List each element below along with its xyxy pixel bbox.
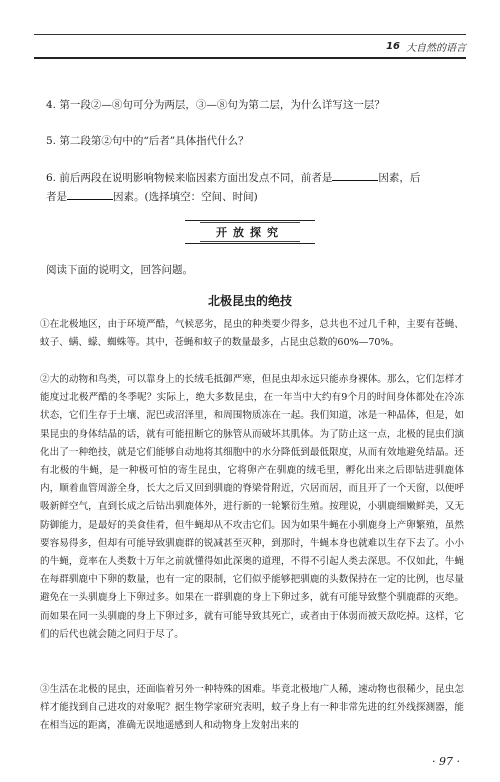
reading-instruction: 阅读下面的说明文，回答问题。 (46, 264, 193, 276)
article-paragraph-2: ②大的动物和鸟类，可以靠身上的长绒毛抵御严寒，但昆虫却永远只能赤身裸体。那么，它们怎样才能度过北极严酷的冬季呢？实际上，绝大多数昆虫，在一年当中大约有9个月的时间身体都处在冷冻状态，它们生存于土壤、泥巴或沼泽里，和周围物质冻在一起。我们知道，冰是一种晶体，但是，如果昆虫的身体结晶的话，就有可能扭断它的脉管从而破坏其肌体。为了防止这一点，北极的昆虫们演化出了一种绝技，就是它们能够自动地将其细胞中的水分降低到最低限度，从而有效地避免结晶。还有北极的牛蝇，是一种极可怕的寄生昆虫，它将卵产在驯鹿的绒毛里，孵化出来之后即钻进驯鹿体内，顺着血管周游全身，长大之后又回到驯鹿的脊梁骨附近，穴居而居，而且开了一个天窗，以便呼吸新鲜空气，直到长成之后钻出驯鹿体外，进行新的一轮繁衍生殖。按理说，小驯鹿细嫩鲜美，又无防御能力，是最好的美食佳肴，但牛蝇却从不攻击它们。因为如果牛蝇在小驯鹿身上产卵繁殖，虽然要容易得多，但却有可能导致驯鹿群的锐减甚至灭种，到那时，牛蝇本身也就难以生存下去了。小小的牛蝇，竟率在人类数十万年之前就懂得如此深奥的道理，不得不引起人类去深思。不仅如此，牛蝇在每群驯鹿中下卵的数量，也有一定的限制，它们似乎能够把驯鹿的头数保持在一定的比例，也尽量避免在一头驯鹿身上下卵过多。如果在一群驯鹿的身上下卵过多，就有可能导致整个驯鹿群的灭绝。而如果在同一头驯鹿的身上下卵过多，就有可能导致其死亡，或者由于体弱而被天敌吃掉。这样，它们的后代也就会随之同归于尽了。 (40, 374, 464, 640)
answer-blank-1[interactable] (332, 168, 378, 181)
question-6-part3: 者是 (46, 191, 67, 203)
article-title: 北极昆虫的绝技 (207, 294, 292, 308)
question-5: 5. 第二段第②句中的“后者”具体指代什么？ (46, 135, 249, 147)
lesson-number: 16 (386, 40, 400, 52)
article-paragraph-3: ③生活在北极的昆虫，还面临着另外一种特殊的困难。毕竟北极地广人稀，速动物也很稀少，昆虫怎样才能找到自己进攻的对象呢？据生物学家研究表明，蚊子身上有一种非常先进的红外线探测器，能在相当远的距离，准确无误地遥感到人和动物身上发射出来的 (40, 684, 464, 732)
running-header (386, 38, 466, 54)
section-heading (185, 220, 315, 244)
question-6-part1: 6. 前后两段在说明影响物候来临因素方面出发点不同，前者是 (46, 172, 333, 184)
section-title: 开放探究 (200, 222, 300, 242)
lesson-title: 大自然的语言 (406, 42, 466, 54)
question-4: 4. 第一段②—⑧句可分为两层，③—⑧句为第二层，为什么详写这一层？ (46, 99, 385, 111)
question-6-part4: 因素。(选择填空：空间、时间) (113, 191, 258, 203)
question-6 (46, 168, 466, 206)
article-paragraph-1: ①在北极地区，由于环境严酷，气候恶劣，昆虫的种类要少得多，总共也不过几千种，主要有苍蝇、蚊子、螨、蠓、蜘蛛等。其中，苍蝇和蚊子的数量最多，占昆虫总数的60%—70%。 (40, 319, 464, 349)
header-top-line (34, 34, 466, 35)
question-6-part2: 因素，后 (378, 172, 421, 184)
header-rule (34, 57, 466, 59)
answer-blank-2[interactable] (67, 187, 113, 200)
page-number: · 97 · (432, 755, 460, 768)
